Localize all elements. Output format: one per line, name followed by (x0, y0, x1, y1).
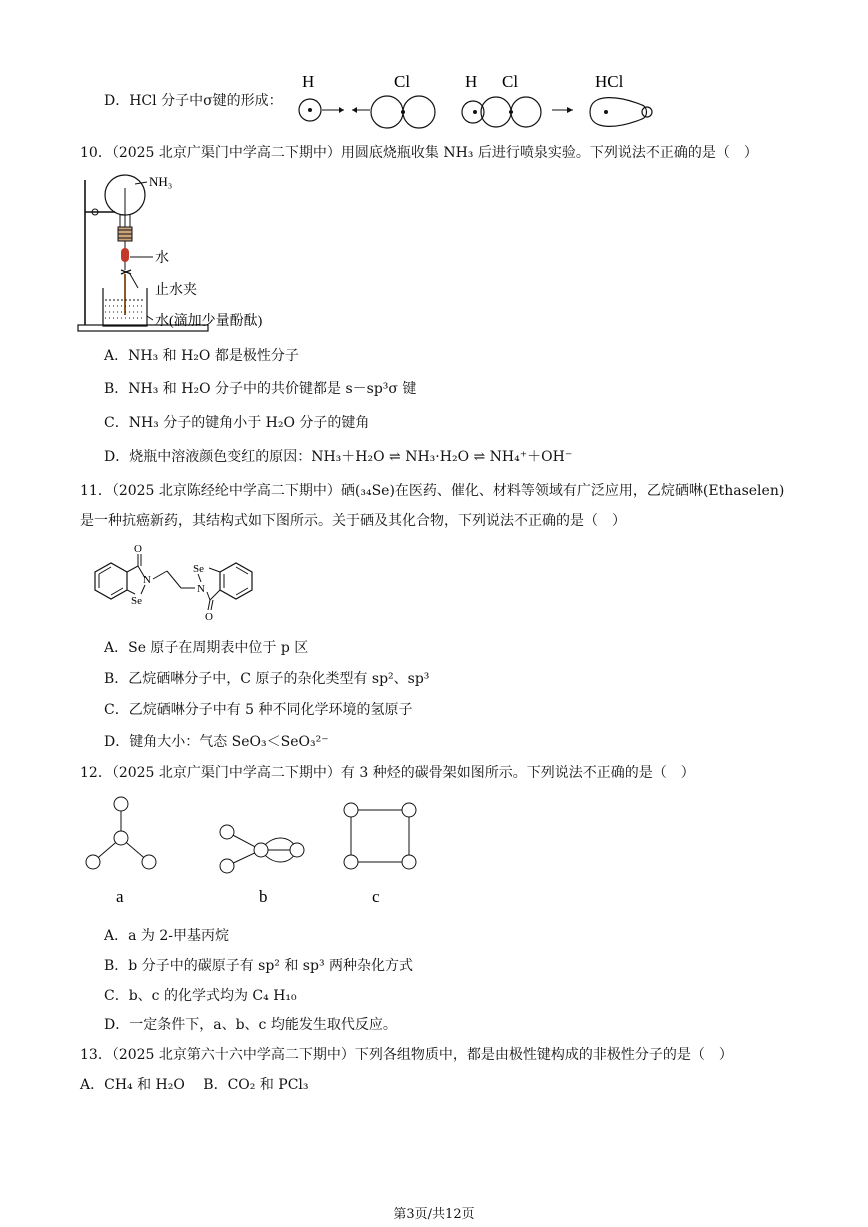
q11-stem-line1: 11．（2025 北京陈经纶中学高二下期中）硒(₃₄Se)在医药、催化、材料等领域有广泛应用，乙烷硒啉(Ethaselen) (80, 483, 785, 499)
clamp-label: 止水夹 (155, 283, 197, 298)
arrow-left-icon (352, 107, 357, 113)
beaker-label: 水(滴加少量酚酞) (155, 314, 263, 329)
svg-text:b: b (259, 887, 268, 906)
q11-option-d: D．键角大小：气态 SeO₃＜SeO₃²⁻ (104, 734, 329, 750)
svg-text:c: c (372, 887, 380, 906)
arrow-right-icon (339, 107, 344, 113)
q10-stem: 10．（2025 北京广渠门中学高二下期中）用圆底烧瓶收集 NH₃ 后进行喷泉实验。下列说法不正确的是（ ） (80, 145, 758, 161)
water-dropper (121, 248, 129, 262)
svg-text:O: O (205, 611, 213, 620)
q11-option-c: C．乙烷硒啉分子中有 5 种不同化学环境的氢原子 (104, 702, 413, 718)
q10-option-b: B．NH₃ 和 H₂O 分子中的共价键都是 s－sp³σ 键 (104, 381, 417, 397)
nh3-label: NH₃ (149, 174, 173, 189)
q11-option-a: A．Se 原子在周期表中位于 p 区 (104, 640, 309, 656)
cl-p-orbital-lobe-4 (511, 97, 541, 127)
q12-option-d: D．一定条件下，a、b、c 均能发生取代反应。 (104, 1017, 397, 1033)
q10-option-c: C．NH₃ 分子的键角小于 H₂O 分子的键角 (104, 415, 370, 431)
q12-option-a: A．a 为 2-甲基丙烷 (104, 928, 229, 944)
h-label-2: H (465, 72, 478, 91)
hcl-bonding-orbital (590, 98, 647, 127)
svg-text:Se: Se (131, 595, 142, 607)
q13-options-ab: A．CH₄ 和 H₂O B．CO₂ 和 PCl₃ (80, 1077, 309, 1093)
svg-text:N: N (143, 574, 151, 586)
skeleton-b (220, 825, 304, 906)
ethaselen-structure (75, 538, 275, 620)
hcl-label: HCl (595, 72, 624, 91)
water-label: 水 (155, 251, 169, 266)
svg-text:Se: Se (193, 563, 204, 575)
svg-text:N: N (197, 583, 205, 595)
q9-option-d: D．HCl 分子中σ键的形成： (104, 93, 283, 109)
svg-text:a: a (116, 887, 124, 906)
carbon-skeletons-figure (75, 790, 435, 910)
cl-p-orbital-lobe-3 (481, 97, 511, 127)
cl-label-2: Cl (502, 72, 519, 91)
q11-option-b: B．乙烷硒啉分子中，C 原子的杂化类型有 sp²、sp³ (104, 671, 430, 687)
svg-text:O: O (134, 543, 142, 555)
q12-option-b: B．b 分子中的碳原子有 sp² 和 sp³ 两种杂化方式 (104, 958, 414, 974)
q12-stem: 12．（2025 北京广渠门中学高二下期中）有 3 种烃的碳骨架如图所示。下列说法不正确的是（ ） (80, 765, 695, 781)
q12-option-c: C．b、c 的化学式均为 C₄ H₁₀ (104, 988, 297, 1004)
page-number: 第3页/共12页 (393, 1207, 475, 1222)
h-label-1: H (302, 72, 315, 91)
hcl-sigma-bond-diagram (290, 72, 670, 132)
q10-option-d: D．烧瓶中溶液颜色变红的原因：NH₃＋H₂O ⇌ NH₃·H₂O ⇌ NH₄⁺＋OH⁻ (104, 449, 573, 465)
skeleton-a (86, 797, 156, 906)
cl-label-1: Cl (394, 72, 411, 91)
skeleton-c (344, 803, 416, 906)
q10-option-a: A．NH₃ 和 H₂O 都是极性分子 (104, 348, 299, 364)
cl-p-orbital-lobe-2 (403, 96, 435, 128)
q11-stem-line2: 是一种抗癌新药，其结构式如下图所示。关于硒及其化合物，下列说法不正确的是（ ） (80, 513, 626, 529)
fountain-experiment-apparatus (75, 170, 315, 340)
q13-stem: 13．（2025 北京第六十六中学高二下期中）下列各组物质中，都是由极性键构成的非极性分子的是（ ） (80, 1047, 733, 1063)
cl-p-orbital-lobe-1 (371, 96, 403, 128)
arrow-right-icon (567, 107, 573, 113)
